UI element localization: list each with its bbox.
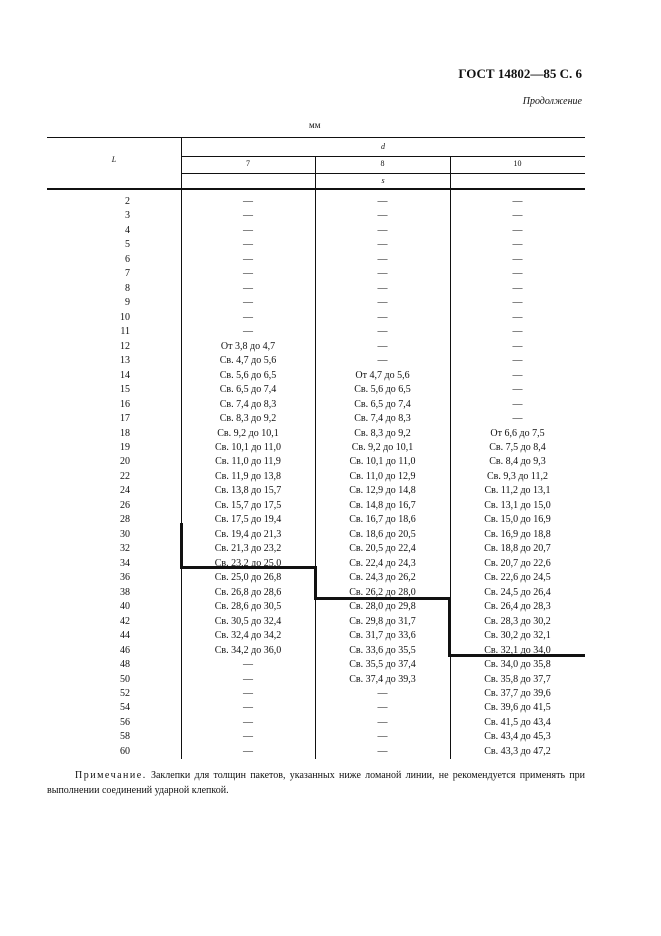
row-d7-value: — [243,731,253,743]
row-d10-value: — [512,369,523,381]
row-d7-value: Св. 21,3 до 23,2 [214,543,282,555]
row-d8-value: Св. 8,3 до 9,2 [354,427,411,439]
rivet-table [47,137,585,759]
row-d10-value: Св. 37,7 до 39,6 [484,687,551,699]
row-L-value: 2 [125,196,130,207]
row-d7-value: Св. 11,9 до 13,8 [214,470,282,482]
row-L-value: 5 [125,239,130,251]
row-L-value: 48 [120,659,130,671]
row-L-value: 8 [125,282,130,294]
row-L-value: 46 [120,644,130,656]
row-d10-value: Св. 22,6 до 24,5 [484,572,551,584]
row-L-value: 54 [120,702,130,714]
row-L-value: 34 [120,557,130,569]
row-d7-value: Св. 6,5 до 7,4 [219,384,277,396]
row-L-value: 26 [120,499,130,511]
row-d8-value: — [377,311,388,323]
row-L-value: 16 [120,398,130,410]
row-d8-value: Св. 16,7 до 18,6 [349,514,416,526]
row-L-value: 11 [120,326,130,338]
page-header: ГОСТ 14802—85 С. 6 [458,66,582,81]
row-L-value: 60 [120,745,130,757]
row-d8-value: Св. 12,9 до 14,8 [349,485,416,497]
row-d7-value: — [243,659,253,671]
row-d8-value: Св. 37,4 до 39,3 [349,673,416,685]
row-d7-value: Св. 17,5 до 19,4 [214,514,282,526]
row-d7-value: Св. 9,2 до 10,1 [217,427,279,439]
row-d10-value: Св. 24,5 до 26,4 [484,586,551,598]
row-d7-value: — [243,702,253,714]
row-L-value: 30 [120,528,130,540]
row-d10-value: — [512,268,523,280]
row-d7-value: — [243,687,253,699]
row-d7-value: Св. 30,5 до 32,4 [214,615,282,627]
row-d8-value: — [377,196,388,207]
row-d10-value: Св. 26,4 до 28,3 [484,601,551,613]
row-L-value: 17 [120,413,130,425]
row-d10-value: Св. 13,1 до 15,0 [484,499,551,511]
row-L-value: 22 [120,470,130,482]
row-d7-value: — [243,224,253,236]
row-d10-value: — [512,384,523,396]
header-L: L [111,155,117,164]
row-d10-value: — [512,355,523,367]
row-d8-value: Св. 18,6 до 20,5 [349,528,416,540]
row-d10-value: Св. 11,2 до 13,1 [484,485,551,497]
row-d10-value: — [512,326,523,338]
row-d8-value: — [377,716,388,728]
row-L-value: 18 [120,427,130,439]
row-L-value: 40 [120,601,130,613]
row-d8-value: — [377,224,388,236]
note-text: Заклепки для толщин пакетов, указанных ниже ломаной линии, не рекомендуется применять при выполнении соединений ударной клепкой. [47,770,586,796]
row-d10-value: — [512,297,523,309]
row-d7-value: — [243,716,253,728]
row-d10-value: Св. 39,6 до 41,5 [484,702,551,714]
row-d7-value: Св. 19,4 до 21,3 [214,528,282,540]
row-L-value: 10 [120,311,130,323]
row-d8-value: Св. 9,2 до 10,1 [351,441,414,453]
row-d7-value: Св. 23,2 до 25,0 [214,557,282,569]
row-d8-value: — [377,340,388,352]
row-d8-value: От 4,7 до 5,6 [355,369,410,381]
row-d8-value: Св. 6,5 до 7,4 [354,398,411,410]
header-d-8: 8 [380,159,385,168]
row-L-value: 3 [125,210,130,222]
row-d10-value: — [512,224,523,236]
row-d10-value: Св. 18,8 до 20,7 [484,543,551,555]
row-d10-value: — [512,413,523,425]
row-d10-value: Св. 16,9 до 18,8 [484,528,551,540]
row-L-value: 52 [120,687,130,699]
row-d8-value: — [377,687,388,699]
row-d7-value: Св. 34,2 до 36,0 [214,644,282,656]
table-top-rule [47,137,585,138]
row-d7-value: Св. 26,8 до 28,6 [214,586,282,598]
header-s: s [381,176,385,185]
row-d8-value: — [377,745,388,757]
row-L-value: 38 [120,586,130,598]
row-d7-value: — [243,311,253,323]
row-d10-value: Св. 28,3 до 30,2 [484,615,551,627]
row-d10-value: — [512,253,523,265]
row-d8-value: — [377,702,388,714]
row-d10-value: Св. 43,4 до 45,3 [484,731,551,743]
row-d10-value: Св. 43,3 до 47,2 [484,745,551,757]
row-d7-value: — [243,297,253,309]
row-d8-value: Св. 28,0 до 29,8 [349,601,416,613]
note-label: Примечание. [75,770,147,781]
row-d8-value: Св. 31,7 до 33,6 [349,630,416,642]
row-d8-value: — [377,355,388,367]
row-d10-value: Св. 7,5 до 8,4 [489,441,546,453]
row-d7-value: Св. 7,4 до 8,3 [219,398,277,410]
d-subheader-rule [181,156,585,157]
row-d7-value: — [243,326,253,338]
row-L-value: 19 [120,441,130,453]
row-d8-value: Св. 26,2 до 28,0 [349,586,416,598]
row-d10-value: Св. 34,0 до 35,8 [484,659,551,671]
row-d7-value: Св. 5,6 до 6,5 [219,369,277,381]
row-d10-value: От 6,6 до 7,5 [490,427,545,439]
continuation-label: Продолжение [522,96,582,107]
row-d7-value: Св. 15,7 до 17,5 [214,499,282,511]
unit-label: мм [309,120,321,130]
row-L-value: 32 [120,543,130,555]
row-d7-value: — [243,268,253,280]
row-L-value: 4 [125,224,130,236]
row-L-value: 9 [125,297,130,309]
row-L-value: 24 [120,485,130,497]
row-d8-value: — [377,253,388,265]
row-d8-value: — [377,326,388,338]
row-d10-value: Св. 9,3 до 11,2 [486,470,549,482]
row-L-value: 56 [120,716,130,728]
row-d10-value: — [512,311,523,323]
row-d10-value: — [512,282,523,294]
row-d7-value: — [243,210,253,222]
row-d10-value: — [512,239,523,251]
row-d7-value: — [243,239,253,251]
row-L-value: 58 [120,731,130,743]
row-L-value: 6 [125,253,130,265]
header-d: d [381,142,385,151]
row-d10-value: — [512,340,523,352]
row-d7-value: — [243,253,253,265]
row-d8-value: Св. 20,5 до 22,4 [349,543,416,555]
row-d7-value: Св. 13,8 до 15,7 [214,485,282,497]
row-d7-value: Св. 25,0 до 26,8 [214,572,282,584]
row-d8-value: — [377,731,388,743]
row-d7-value: — [243,282,253,294]
row-d10-value: Св. 41,5 до 43,4 [484,716,551,728]
row-d8-value: Св. 35,5 до 37,4 [349,659,416,671]
row-L-value: 14 [120,369,130,381]
row-d8-value: Св. 10,1 до 11,0 [349,456,416,468]
row-d8-value: Св. 29,8 до 31,7 [349,615,416,627]
row-d10-value: Св. 30,2 до 32,1 [484,630,551,642]
table-note [47,768,585,798]
row-d10-value: — [512,398,523,410]
row-d10-value: Св. 8,4 до 9,3 [489,456,546,468]
row-d8-value: Св. 14,8 до 16,7 [349,499,416,511]
row-L-value: 15 [120,384,130,396]
row-L-value: 7 [125,268,130,280]
row-d8-value: Св. 5,6 до 6,5 [354,384,411,396]
row-d10-value: Св. 35,8 до 37,7 [484,673,551,685]
row-d8-value: Св. 22,4 до 24,3 [349,557,416,569]
row-d7-value: — [243,196,253,207]
row-L-value: 36 [120,572,130,584]
row-d7-value: Св. 10,1 до 11,0 [214,441,282,453]
row-d7-value: Св. 8,3 до 9,2 [219,413,277,425]
row-d7-value: Св. 28,6 до 30,5 [214,601,282,613]
row-d8-value: Св. 11,0 до 12,9 [349,470,416,482]
row-L-value: 20 [120,456,130,468]
header-bottom-rule [47,188,585,190]
row-d10-value: Св. 32,1 до 34,0 [484,644,551,656]
row-L-value: 42 [120,615,130,627]
row-d8-value: Св. 24,3 до 26,2 [349,572,416,584]
row-d7-value: — [243,673,253,685]
d-values-rule [181,173,585,174]
row-d8-value: Св. 7,4 до 8,3 [354,413,411,425]
header-d-10: 10 [513,159,522,168]
row-d7-value: От 3,8 до 4,7 [220,340,276,352]
row-d10-value: — [512,196,523,207]
row-d7-value: Св. 4,7 до 5,6 [219,355,277,367]
row-d7-value: Св. 11,0 до 11,9 [215,456,281,468]
row-L-value: 44 [120,630,130,642]
row-d10-value: Св. 15,0 до 16,9 [484,514,551,526]
row-L-value: 13 [120,355,130,367]
row-L-value: 50 [120,673,130,685]
row-d10-value: Св. 20,7 до 22,6 [484,557,551,569]
row-d8-value: — [377,239,388,251]
row-d8-value: — [377,210,388,222]
row-d8-value: Св. 33,6 до 35,5 [349,644,416,656]
row-d10-value: — [512,210,523,222]
row-d8-value: — [377,268,388,280]
row-d8-value: — [377,297,388,309]
row-L-value: 12 [120,340,130,352]
row-d7-value: — [243,745,253,757]
header-d-7: 7 [246,159,250,168]
row-L-value: 28 [120,514,130,526]
row-d7-value: Св. 32,4 до 34,2 [214,630,282,642]
row-d8-value: — [377,282,388,294]
